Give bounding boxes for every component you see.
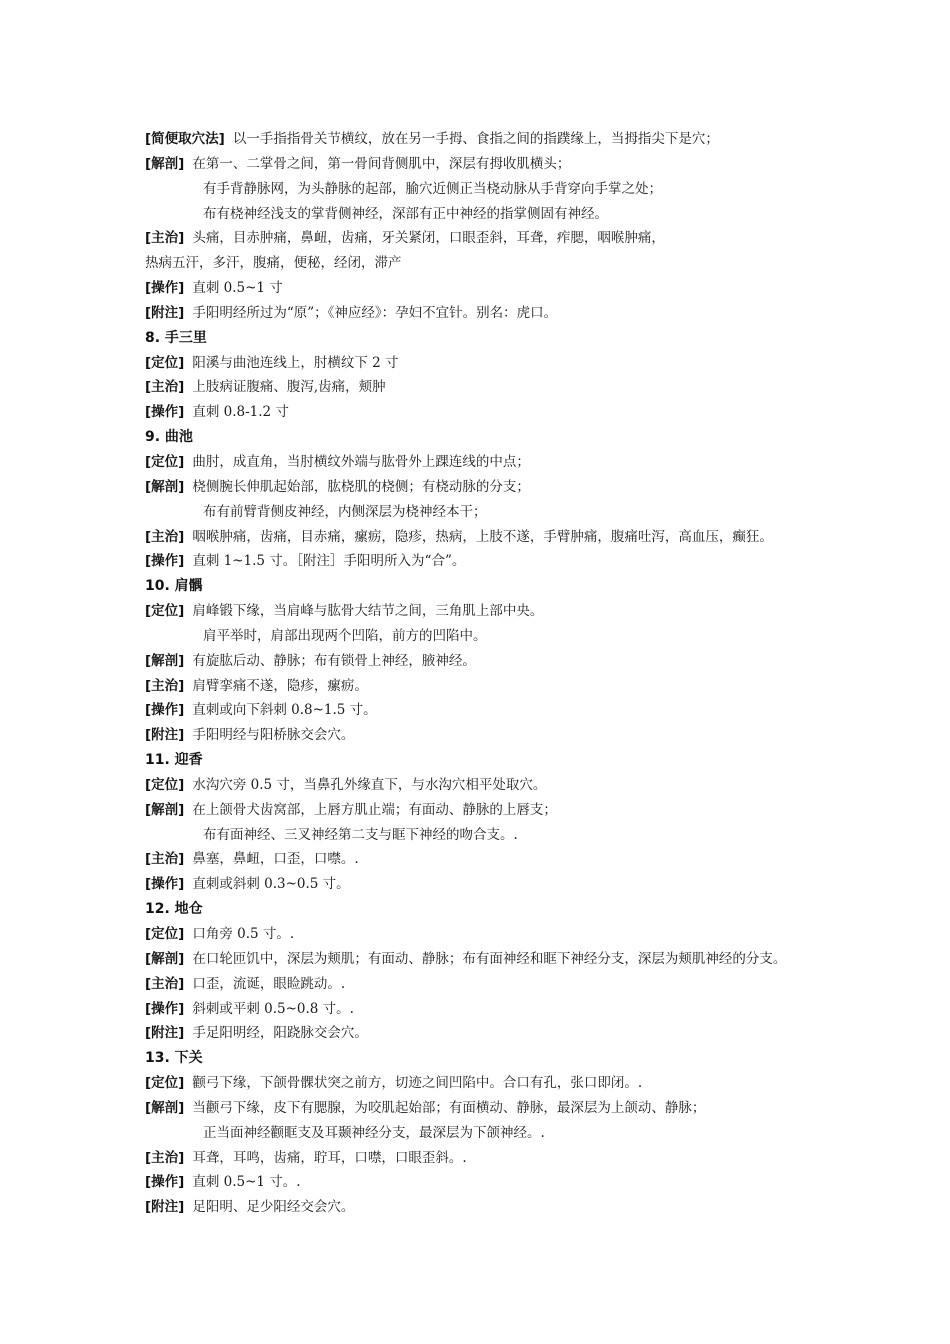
entry-line [145,947,945,972]
entry-tag: [解剖] [145,652,185,669]
entry-text: 斜刺或平刺 0.5~0.8 寸。. [192,1000,354,1017]
entry-text: 头痛，目赤肿痛，鼻衄，齿痛，牙关紧闭，口眼歪斜，耳聋，痄腮，咽喉肿痛， [192,230,665,247]
entry-tag: [附注] [145,727,185,744]
section-heading [145,897,945,922]
entry-text: 口歪，流诞，眼睑跳动。. [192,975,346,992]
entry-tag: [解剖] [145,801,185,818]
entry-tag: [操作] [145,702,185,719]
section-heading [145,574,945,599]
entry-tag: [操作] [145,404,185,421]
entry-line [145,872,945,897]
section-heading [145,748,945,773]
entry-line [145,997,945,1022]
entry-text: 在口轮匝饥中，深层为颊肌；有面动、静脉；布有面神经和眶下神经分支，深层为颊肌神经的分支。 [192,950,787,967]
entry-tag: [操作] [145,553,185,570]
entry-text: 足阳明、足少阳经交会穴。 [192,1199,355,1216]
heading-text: 11. 迎香 [145,752,203,769]
entry-line [145,450,945,475]
entry-line [145,847,945,872]
entry-tag: [解剖] [145,478,185,495]
entry-text: 在第一、二掌骨之间，第一骨间背侧肌中，深层有拇收肌横头； [192,155,571,172]
entry-line [145,1195,945,1220]
entry-tag: [定位] [145,1075,185,1092]
entry-text: 鼻塞，鼻衄，口歪，口噤。. [192,851,359,868]
entry-line [145,674,945,699]
entry-text: 直刺 0.5~1 寸 [192,280,283,297]
entry-line [145,152,945,177]
entry-line [145,972,945,997]
entry-text: 上肢病证腹痛、腹泻,齿痛，颊肿 [192,379,386,396]
entry-text: 手足阳明经，阳跷脉交会穴。 [192,1025,368,1042]
entry-tag: [解剖] [145,950,185,967]
entry-line [145,698,945,723]
entry-text: 当颧弓下缘，皮下有腮腺，为咬肌起始部；有面横动、静脉，最深层为上颌动、静脉； [192,1099,706,1116]
entry-line [145,525,945,550]
continuation-line [145,202,945,227]
entry-line [145,549,945,574]
entry-line [145,276,945,301]
entry-text: 以一手指指骨关节横纹，放在另一手拇、食指之间的指蹼缘上，当拇指尖下是穴； [232,131,719,147]
continuation-line [145,1121,945,1146]
entry-tag: [主治] [145,230,185,247]
heading-text: 8. 手三里 [145,329,207,346]
entry-text: 在上颌骨犬齿窝部，上唇方肌止端；有面动、静脉的上唇支； [192,801,557,818]
entry-tag: [操作] [145,1000,185,1017]
entry-tag: [定位] [145,603,185,620]
entry-tag: [定位] [145,776,185,793]
entry-line [145,1170,945,1195]
continuation-line [145,823,945,848]
entry-text: 有旋肱后动、静脉；布有锁骨上神经，腋神经。 [192,652,476,669]
heading-text: 13. 下关 [145,1050,203,1067]
entry-text: 咽喉肿痛，齿痛，目赤痛，瘰疬，隐疹，热病，上肢不遂，手臂肿痛，腹痛吐泻，高血压，癫狂。 [192,528,773,545]
entry-line [145,1146,945,1171]
continuation-text: 布有前臂背侧皮神经，内侧深层为桡神经本干； [203,503,487,520]
continuation-line [145,500,945,525]
section-heading [145,1046,945,1071]
entry-text: 颧弓下缘，下颌骨髁状突之前方，切迹之间凹陷中。合口有孔，张口即闭。. [192,1075,643,1092]
entry-tag: [定位] [145,354,185,371]
entry-tag: [操作] [145,280,185,297]
entry-text: 手阳明经所过为“原”；《神应经》：孕妇不宜针。别名：虎口。 [192,304,558,321]
heading-text: 9. 曲池 [145,429,193,446]
entry-tag: [主治] [145,851,185,868]
entry-tag: [主治] [145,528,185,545]
entry-text: 直刺或向下斜刺 0.8~1.5 寸。 [192,702,377,719]
entry-line [145,773,945,798]
entry-text: 手阳明经与阳桥脉交会穴。 [192,727,355,744]
entry-text: 肩臂挛痛不遂，隐疹，瘰疬。 [192,677,368,694]
entry-line [145,1071,945,1096]
entry-tag: [主治] [145,975,185,992]
entry-text: 口角旁 0.5 寸。. [192,926,295,942]
entry-line [145,226,945,251]
entry-tag: [主治] [145,677,185,694]
entry-tag: [定位] [145,453,185,470]
entry-line [145,649,945,674]
entry-text: 直刺或斜刺 0.3~0.5 寸。 [192,876,350,893]
entry-tag: [附注] [145,1199,185,1216]
plain-text: 热病五汗，多汗，腹痛，便秘，经闭，滞产 [145,255,402,272]
entry-tag: [附注] [145,1025,185,1042]
entry-text: 肩峰锻下缘，当肩峰与肱骨大结节之间，三角肌上部中央。 [192,603,544,620]
continuation-text: 有手背静脉网，为头静脉的起部，腧穴近侧正当桡动脉从手背穿向手掌之处； [203,180,662,197]
continuation-text: 正当面神经颧眶支及耳颞神经分支，最深层为下颌神经。. [203,1124,545,1141]
entry-line [145,351,945,376]
entry-line [145,127,945,152]
entry-tag: [解剖] [145,155,185,172]
entry-tag: [主治] [145,1149,185,1166]
entry-line [145,1021,945,1046]
entry-tag: [操作] [145,1174,185,1191]
entry-line [145,375,945,400]
entry-tag: [附注] [145,304,185,321]
entry-text: 直刺 0.5~1 寸。. [192,1174,301,1191]
entry-text: 直刺 1~1.5 寸。［附注］手阳明所入为“合”。 [192,553,466,570]
entry-line [145,922,945,947]
entry-tag: [简便取穴法] [145,131,225,147]
entry-text: 桡侧腕长伸肌起始部，肱桡肌的桡侧；有桡动脉的分支； [192,478,530,495]
entry-tag: [解剖] [145,1099,185,1116]
entry-line [145,1096,945,1121]
continuation-text: 布有面神经、三叉神经第二支与眶下神经的吻合支。. [203,826,518,843]
continuation-text: 肩平举时，肩部出现两个凹陷，前方的凹陷中。 [203,627,487,644]
continuation-text: 布有桡神经浅支的掌背侧神经，深部有正中神经的指掌侧固有神经。 [203,205,608,222]
document-body [145,127,945,1220]
entry-line [145,798,945,823]
section-heading [145,425,945,450]
entry-line [145,400,945,425]
entry-line [145,301,945,326]
entry-tag: [定位] [145,926,185,942]
heading-text: 12. 地仓 [145,901,203,918]
entry-tag: [主治] [145,379,185,396]
continuation-line [145,177,945,202]
section-heading [145,326,945,351]
entry-text: 曲肘，成直角，当肘横纹外端与肱骨外上踝连线的中点； [192,453,530,470]
entry-text: 水沟穴旁 0.5 寸，当鼻孔外缘直下，与水沟穴相平处取穴。 [192,776,547,793]
continuation-line [145,624,945,649]
heading-text: 10. 肩髃 [145,578,203,595]
entry-text: 阳溪与曲池连线上，肘横纹下 2 寸 [192,354,399,371]
entry-tag: [操作] [145,876,185,893]
entry-text: 耳聋，耳鸣，齿痛，聍耳，口噤，口眼歪斜。. [192,1149,467,1166]
entry-line [145,599,945,624]
entry-line [145,475,945,500]
plain-line [145,251,945,276]
entry-line [145,723,945,748]
entry-text: 直刺 0.8-1.2 寸 [192,404,289,421]
